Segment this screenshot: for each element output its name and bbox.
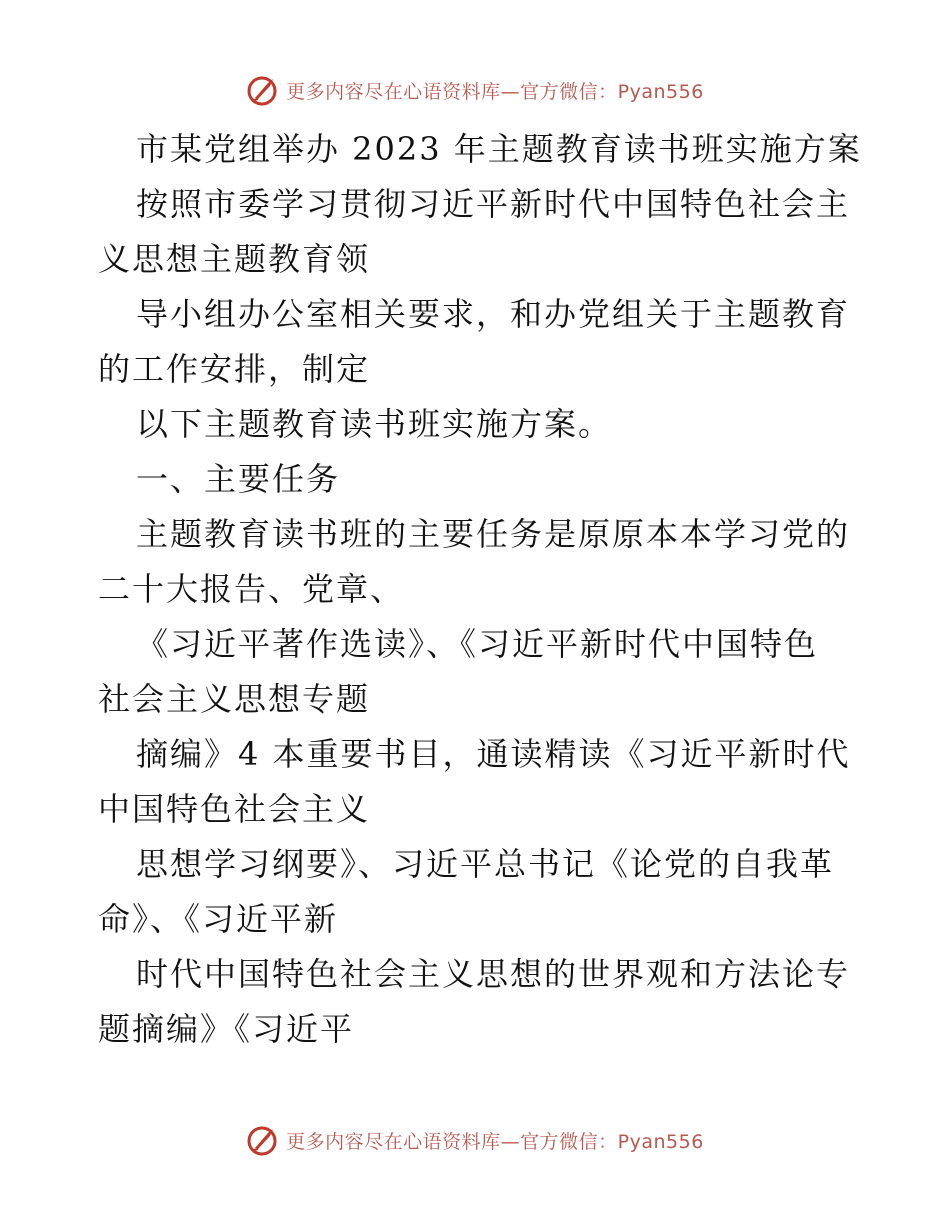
document-body (98, 122, 862, 1057)
text-line: 题摘编》《习近平 (98, 1010, 355, 1048)
watermark-text: 更多内容尽在心语资料库—官方微信：Pyan556 (286, 80, 704, 103)
text-line: 二十大报告、党章、 (98, 570, 405, 608)
text-line: 中国特色社会主义 (98, 790, 371, 828)
footer-watermark (0, 1120, 950, 1160)
text-line: 的工作安排，制定 (98, 350, 371, 388)
text-line: 社会主义思想专题 (98, 680, 371, 718)
text-line: 以下主题教育读书班实施方案。 (136, 405, 613, 443)
text-line: 导小组办公室相关要求，和办党组关于主题教育 (136, 295, 851, 333)
text-line: 思想学习纲要》、习近平总书记《论党的自我革 (136, 845, 835, 883)
text-line: 时代中国特色社会主义思想的世界观和方法论专 (136, 955, 851, 993)
text-line: 一、主要任务 (136, 460, 341, 498)
watermark-text: 更多内容尽在心语资料库—官方微信：Pyan556 (286, 1130, 704, 1153)
quill-pen-logo-icon (246, 1123, 280, 1157)
text-line: 市某党组举办 2023 年主题教育读书班实施方案 (136, 130, 862, 168)
text-line: 摘编》4 本重要书目，通读精读《习近平新时代 (136, 735, 851, 773)
header-watermark (0, 70, 950, 110)
text-line: 主题教育读书班的主要任务是原原本本学习党的 (136, 515, 851, 553)
text-line: 义思想主题教育领 (98, 240, 371, 278)
text-line: 按照市委学习贯彻习近平新时代中国特色社会主 (136, 185, 851, 223)
text-line: 《习近平著作选读》、《习近平新时代中国特色 (136, 625, 819, 663)
quill-pen-logo-icon (246, 73, 280, 107)
text-line: 命》、《习近平新 (98, 900, 339, 938)
